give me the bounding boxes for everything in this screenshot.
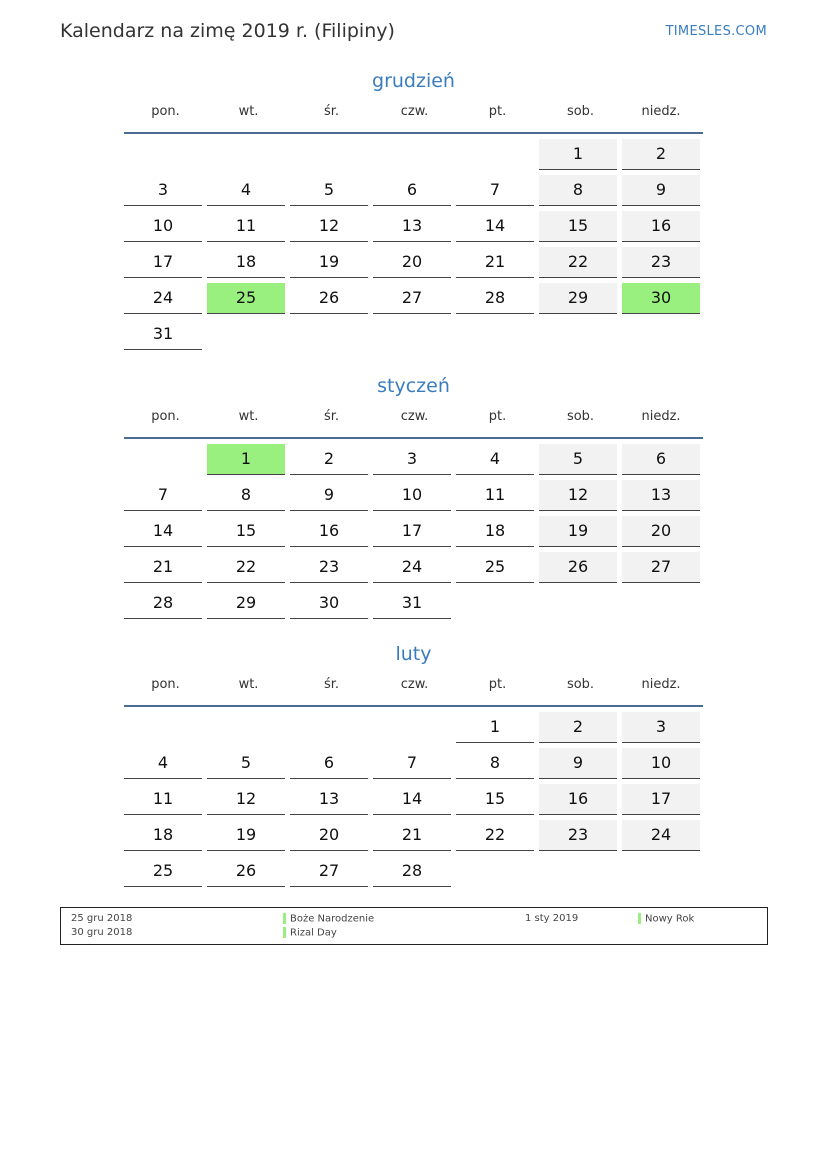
month-title: luty xyxy=(395,643,432,665)
day-cell: 17 xyxy=(124,247,202,278)
weekday-label: pon. xyxy=(151,677,180,692)
day-cell: 9 xyxy=(622,175,700,206)
holiday-legend xyxy=(60,907,768,945)
empty-day-cell xyxy=(456,856,534,886)
empty-day-cell xyxy=(207,139,285,169)
day-cell: 11 xyxy=(207,211,285,242)
day-cell: 27 xyxy=(622,552,700,583)
weekday-header xyxy=(124,409,703,437)
weekday-label: wt. xyxy=(238,409,259,424)
day-cell: 8 xyxy=(456,748,534,779)
legend-name: Nowy Rok xyxy=(645,913,695,925)
empty-day-cell xyxy=(539,319,617,349)
legend-holiday xyxy=(283,913,374,925)
day-cell: 7 xyxy=(456,175,534,206)
weekday-label: wt. xyxy=(238,677,259,692)
day-cell: 2 xyxy=(290,444,368,475)
weekday-label: niedz. xyxy=(641,104,681,119)
day-cell: 22 xyxy=(207,552,285,583)
weekday-label: sob. xyxy=(566,677,595,692)
day-cell: 24 xyxy=(373,552,451,583)
week-row xyxy=(124,516,703,552)
day-cell: 28 xyxy=(124,588,202,619)
day-cell: 10 xyxy=(622,748,700,779)
day-cell: 14 xyxy=(373,784,451,815)
week-row xyxy=(124,139,703,175)
day-cell: 26 xyxy=(539,552,617,583)
legend-date: 30 gru 2018 xyxy=(71,927,133,938)
week-row xyxy=(124,748,703,784)
day-cell: 15 xyxy=(539,211,617,242)
day-cell: 18 xyxy=(456,516,534,547)
weekday-label: czw. xyxy=(400,104,429,119)
day-cell: 8 xyxy=(539,175,617,206)
empty-day-cell xyxy=(373,319,451,349)
day-cell: 23 xyxy=(622,247,700,278)
weekday-label: sob. xyxy=(566,104,595,119)
header-divider xyxy=(124,705,703,707)
day-cell: 13 xyxy=(290,784,368,815)
day-cell: 30 xyxy=(290,588,368,619)
day-cell: 14 xyxy=(456,211,534,242)
day-cell: 13 xyxy=(373,211,451,242)
day-cell: 6 xyxy=(622,444,700,475)
holiday-marker-icon xyxy=(283,913,286,924)
day-cell: 15 xyxy=(456,784,534,815)
empty-day-cell xyxy=(373,139,451,169)
empty-day-cell xyxy=(539,588,617,618)
weekday-label: śr. xyxy=(323,104,340,119)
week-row xyxy=(124,444,703,480)
day-cell: 21 xyxy=(124,552,202,583)
day-cell: 23 xyxy=(290,552,368,583)
week-row xyxy=(124,480,703,516)
day-cell: 5 xyxy=(290,175,368,206)
day-cell: 1 xyxy=(456,712,534,743)
empty-day-cell xyxy=(124,139,202,169)
legend-holiday xyxy=(283,927,337,939)
site-brand-link[interactable]: TIMESLES.COM xyxy=(665,24,767,39)
weekday-label: pon. xyxy=(151,409,180,424)
weekday-label: pt. xyxy=(488,677,507,692)
day-cell: 29 xyxy=(539,283,617,314)
legend-date: 1 sty 2019 xyxy=(525,913,579,924)
weekday-label: śr. xyxy=(323,409,340,424)
weekday-label: wt. xyxy=(238,104,259,119)
holiday-day-cell: 30 xyxy=(622,283,700,314)
month-title: styczeń xyxy=(377,375,450,397)
day-cell: 16 xyxy=(622,211,700,242)
day-cell: 19 xyxy=(207,820,285,851)
day-cell: 10 xyxy=(124,211,202,242)
day-cell: 22 xyxy=(456,820,534,851)
empty-day-cell xyxy=(290,139,368,169)
day-cell: 11 xyxy=(124,784,202,815)
day-cell: 27 xyxy=(290,856,368,887)
day-cell: 28 xyxy=(456,283,534,314)
week-row xyxy=(124,712,703,748)
day-cell: 6 xyxy=(373,175,451,206)
day-cell: 20 xyxy=(373,247,451,278)
week-row xyxy=(124,552,703,588)
day-cell: 5 xyxy=(539,444,617,475)
day-cell: 18 xyxy=(207,247,285,278)
empty-day-cell xyxy=(456,139,534,169)
legend-holiday xyxy=(638,913,694,925)
day-cell: 28 xyxy=(373,856,451,887)
day-cell: 9 xyxy=(290,480,368,511)
day-cell: 3 xyxy=(373,444,451,475)
day-cell: 9 xyxy=(539,748,617,779)
day-cell: 7 xyxy=(373,748,451,779)
day-cell: 12 xyxy=(290,211,368,242)
day-cell: 3 xyxy=(622,712,700,743)
holiday-marker-icon xyxy=(283,927,286,938)
day-cell: 31 xyxy=(124,319,202,350)
empty-day-cell xyxy=(456,588,534,618)
empty-day-cell xyxy=(290,712,368,742)
week-row xyxy=(124,175,703,211)
legend-date: 25 gru 2018 xyxy=(71,913,133,924)
day-cell: 4 xyxy=(124,748,202,779)
holiday-day-cell: 25 xyxy=(207,283,285,314)
day-cell: 29 xyxy=(207,588,285,619)
day-cell: 4 xyxy=(207,175,285,206)
month-calendar xyxy=(124,68,703,355)
day-cell: 23 xyxy=(539,820,617,851)
empty-day-cell xyxy=(622,588,700,618)
day-cell: 15 xyxy=(207,516,285,547)
weekday-label: pt. xyxy=(488,409,507,424)
day-cell: 13 xyxy=(622,480,700,511)
day-cell: 25 xyxy=(124,856,202,887)
day-cell: 1 xyxy=(539,139,617,170)
weekday-label: pt. xyxy=(488,104,507,119)
holiday-marker-icon xyxy=(638,913,641,924)
day-cell: 19 xyxy=(290,247,368,278)
empty-day-cell xyxy=(124,444,202,474)
empty-day-cell xyxy=(290,319,368,349)
day-cell: 24 xyxy=(622,820,700,851)
day-cell: 20 xyxy=(622,516,700,547)
empty-day-cell xyxy=(373,712,451,742)
day-cell: 12 xyxy=(539,480,617,511)
page-title: Kalendarz na zimę 2019 r. (Filipiny) xyxy=(60,20,395,42)
day-cell: 12 xyxy=(207,784,285,815)
day-cell: 16 xyxy=(290,516,368,547)
day-cell: 22 xyxy=(539,247,617,278)
day-cell: 21 xyxy=(456,247,534,278)
week-row xyxy=(124,319,703,355)
day-cell: 27 xyxy=(373,283,451,314)
weekday-label: pon. xyxy=(151,104,180,119)
week-row xyxy=(124,588,703,624)
weekday-label: niedz. xyxy=(641,409,681,424)
day-cell: 2 xyxy=(622,139,700,170)
day-cell: 25 xyxy=(456,552,534,583)
day-cell: 17 xyxy=(373,516,451,547)
day-cell: 4 xyxy=(456,444,534,475)
empty-day-cell xyxy=(622,319,700,349)
day-cell: 10 xyxy=(373,480,451,511)
day-cell: 19 xyxy=(539,516,617,547)
weekday-label: sob. xyxy=(566,409,595,424)
day-cell: 2 xyxy=(539,712,617,743)
empty-day-cell xyxy=(207,319,285,349)
month-title: grudzień xyxy=(372,70,455,92)
week-row xyxy=(124,247,703,283)
weekday-label: czw. xyxy=(400,677,429,692)
header-divider xyxy=(124,132,703,134)
day-cell: 26 xyxy=(207,856,285,887)
day-cell: 18 xyxy=(124,820,202,851)
day-cell: 3 xyxy=(124,175,202,206)
legend-name: Rizal Day xyxy=(290,927,337,939)
empty-day-cell xyxy=(456,319,534,349)
weekday-label: niedz. xyxy=(641,677,681,692)
empty-day-cell xyxy=(124,712,202,742)
day-cell: 31 xyxy=(373,588,451,619)
weekday-label: czw. xyxy=(400,409,429,424)
day-cell: 6 xyxy=(290,748,368,779)
day-cell: 7 xyxy=(124,480,202,511)
week-row xyxy=(124,820,703,856)
day-cell: 14 xyxy=(124,516,202,547)
weekday-header xyxy=(124,104,703,132)
empty-day-cell xyxy=(207,712,285,742)
weekday-label: śr. xyxy=(323,677,340,692)
week-row xyxy=(124,784,703,820)
day-cell: 17 xyxy=(622,784,700,815)
week-row xyxy=(124,211,703,247)
day-cell: 24 xyxy=(124,283,202,314)
empty-day-cell xyxy=(622,856,700,886)
empty-day-cell xyxy=(539,856,617,886)
week-row xyxy=(124,856,703,892)
day-cell: 20 xyxy=(290,820,368,851)
legend-name: Boże Narodzenie xyxy=(290,913,375,925)
day-cell: 11 xyxy=(456,480,534,511)
day-cell: 5 xyxy=(207,748,285,779)
day-cell: 8 xyxy=(207,480,285,511)
holiday-day-cell: 1 xyxy=(207,444,285,475)
weekday-header xyxy=(124,677,703,705)
month-calendar xyxy=(124,641,703,892)
header-divider xyxy=(124,437,703,439)
day-cell: 16 xyxy=(539,784,617,815)
day-cell: 26 xyxy=(290,283,368,314)
day-cell: 21 xyxy=(373,820,451,851)
month-calendar xyxy=(124,373,703,624)
week-row xyxy=(124,283,703,319)
